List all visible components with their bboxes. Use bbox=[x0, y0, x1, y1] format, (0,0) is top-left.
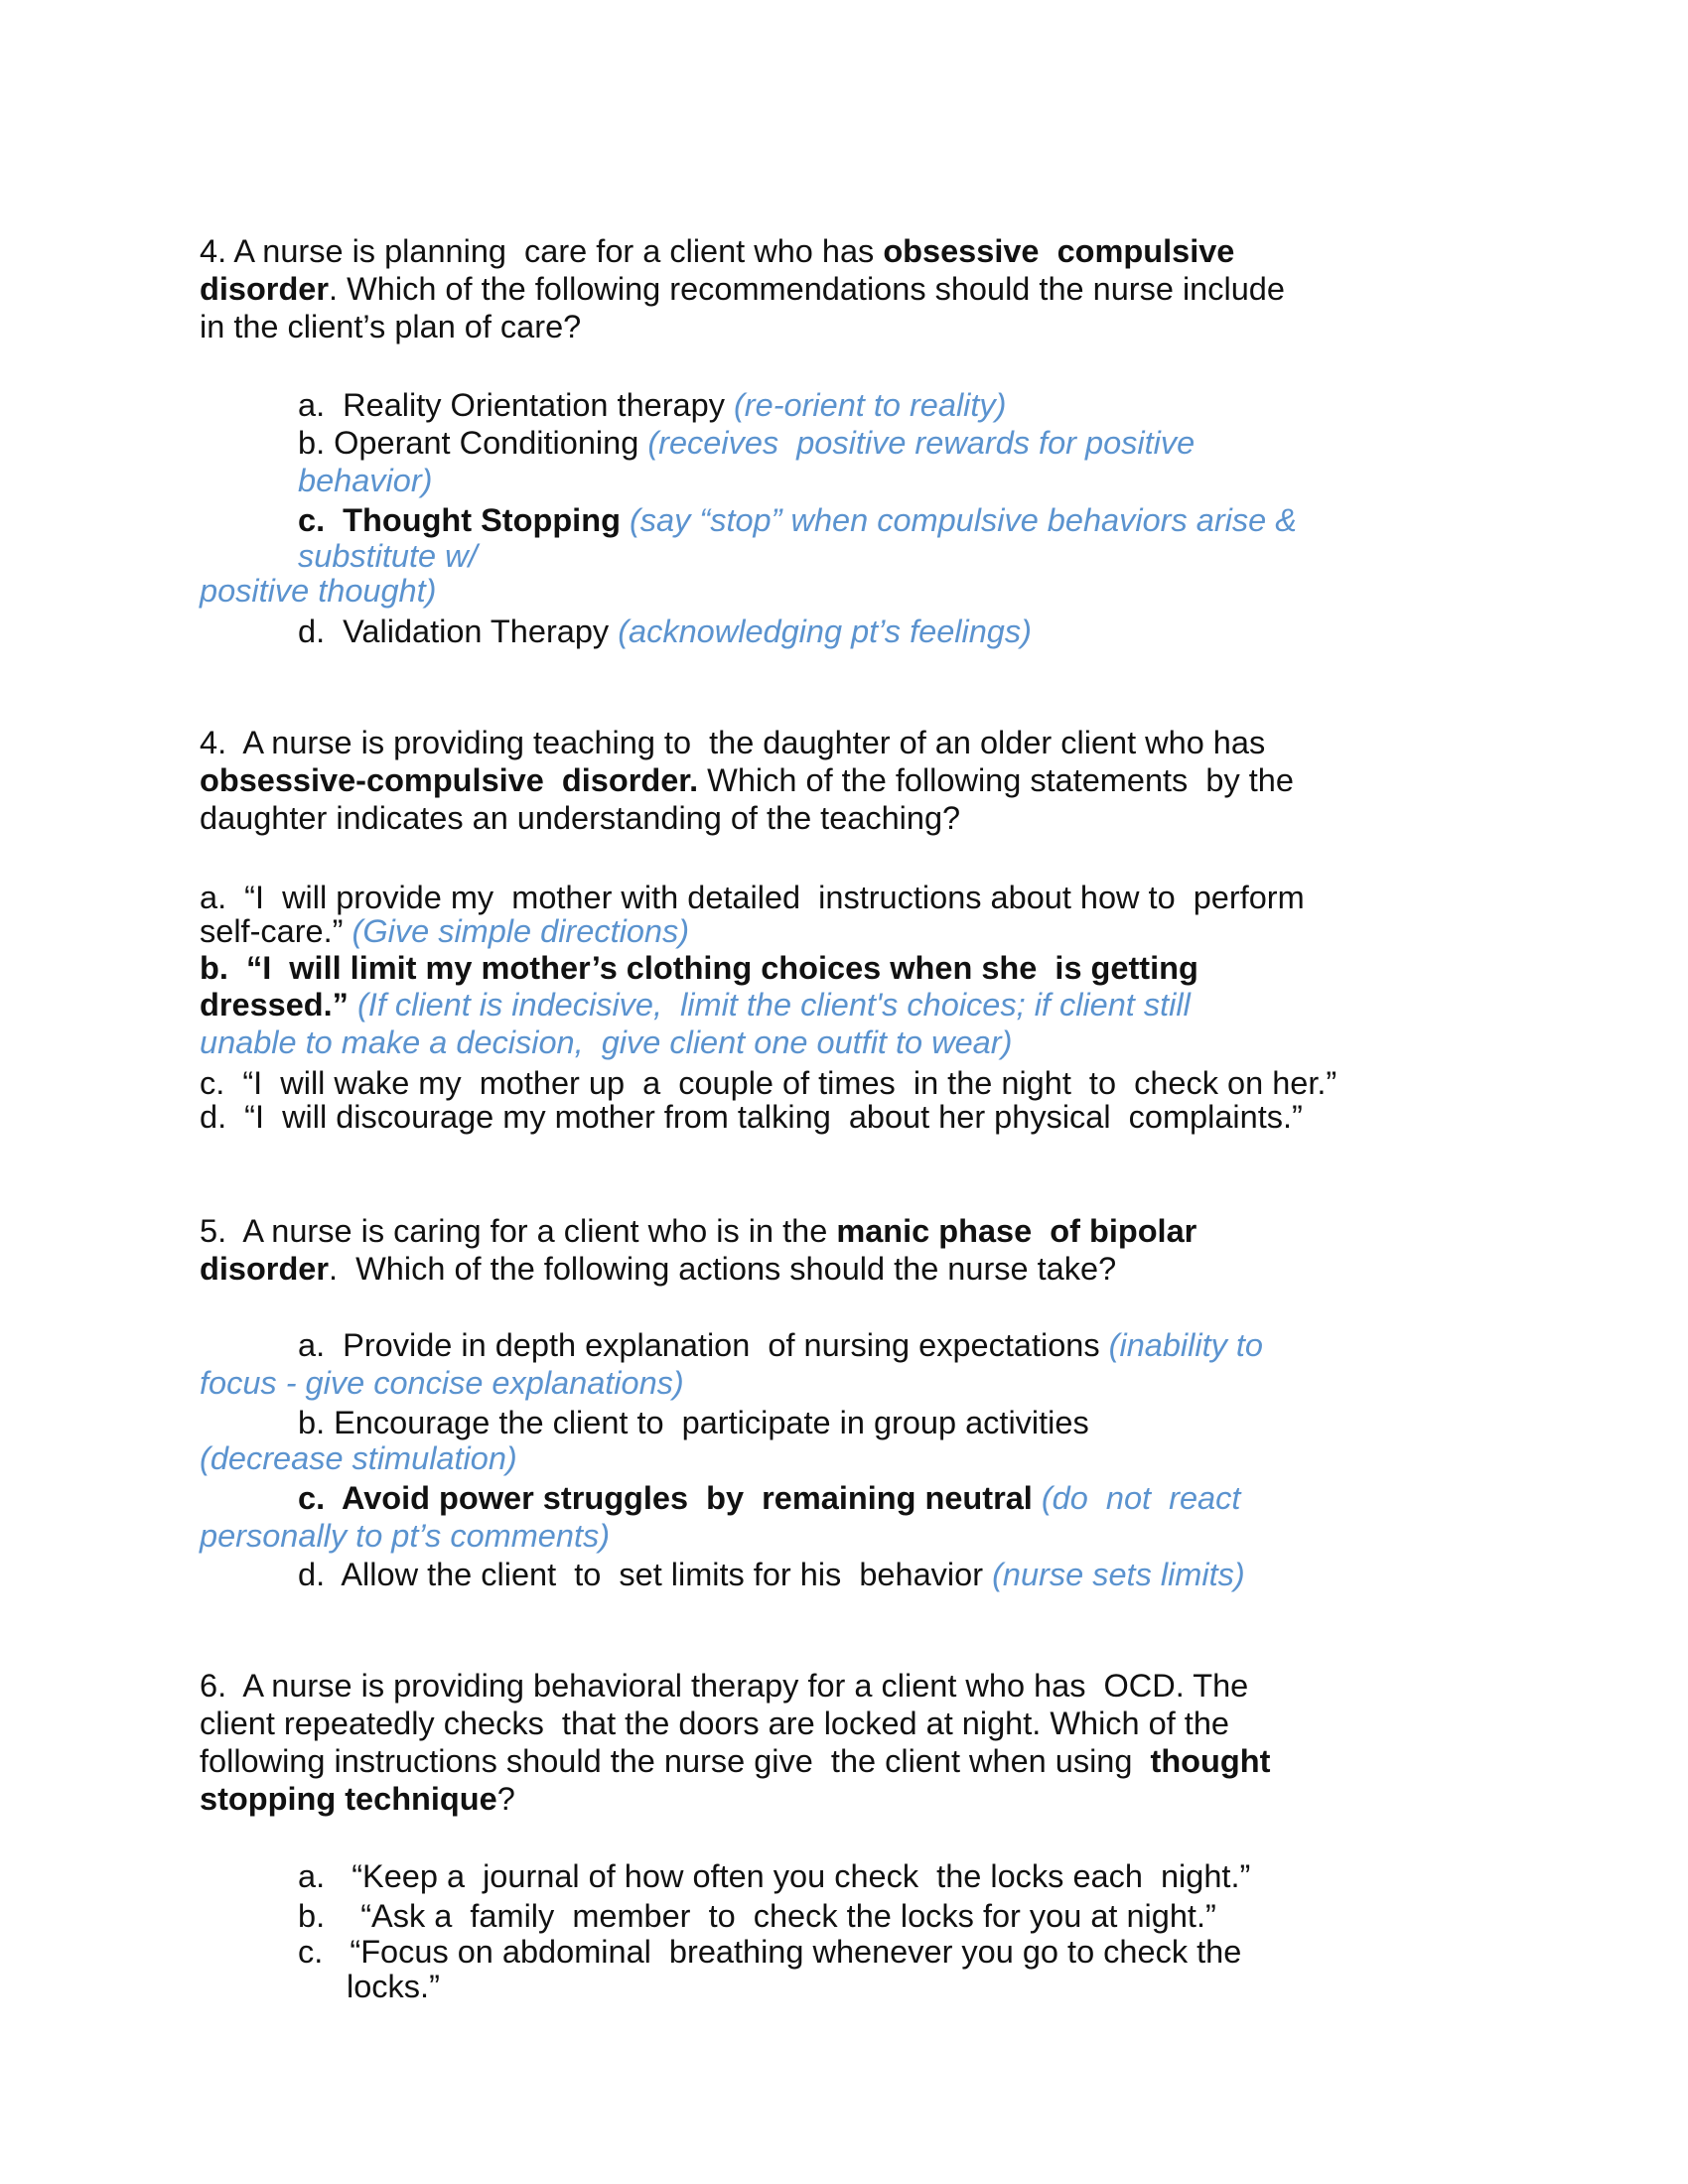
question-1-stem-line-2: disorder. Which of the following recommendations should the nurse include bbox=[200, 271, 1285, 307]
question-4-stem-line-1: 6. A nurse is providing behavioral therapy for a client who has OCD. The bbox=[200, 1668, 1249, 1704]
question-1-stem-line-3: in the client’s plan of care? bbox=[200, 309, 582, 344]
question-2-option-b-note-cont: unable to make a decision, give client one outfit to wear) bbox=[200, 1024, 1013, 1060]
question-2-option-a-cont: self-care.” (Give simple directions) bbox=[200, 913, 690, 949]
question-3-option-b: b. Encourage the client to participate in group activities bbox=[298, 1405, 1089, 1440]
question-3-option-a-note-cont: focus - give concise explanations) bbox=[200, 1365, 684, 1401]
question-1-option-d: d. Validation Therapy (acknowledging pt’s feelings) bbox=[298, 614, 1032, 649]
question-1-option-c-correct: c. Thought Stopping (say “stop” when compulsive behaviors arise & bbox=[298, 502, 1297, 538]
question-2-option-c: c. “I will wake my mother up a couple of times in the night to check on her.” bbox=[200, 1065, 1337, 1101]
question-4-option-a: a. “Keep a journal of how often you check the locks each night.” bbox=[298, 1858, 1251, 1894]
question-2-stem-line-2: obsessive-compulsive disorder. Which of the following statements by the bbox=[200, 762, 1294, 798]
question-3-option-c-correct: c. Avoid power struggles by remaining neutral (do not react bbox=[298, 1480, 1241, 1516]
question-2-stem-line-1: 4. A nurse is providing teaching to the daughter of an older client who has bbox=[200, 725, 1266, 760]
question-1-option-c-note-cont-2: positive thought) bbox=[200, 573, 437, 609]
question-1-option-c-note-cont: substitute w/ bbox=[298, 538, 478, 574]
question-2-option-d: d. “I will discourage my mother from talking about her physical complaints.” bbox=[200, 1099, 1303, 1135]
question-2-option-b-correct: b. “I will limit my mother’s clothing choices when she is getting bbox=[200, 950, 1198, 986]
question-3-option-b-note: (decrease stimulation) bbox=[200, 1440, 517, 1476]
question-3-option-c-note-cont: personally to pt’s comments) bbox=[200, 1518, 611, 1554]
question-3-stem-line-2: disorder. Which of the following actions should the nurse take? bbox=[200, 1251, 1117, 1287]
question-1-option-b: b. Operant Conditioning (receives positive rewards for positive bbox=[298, 425, 1196, 461]
question-3-option-d: d. Allow the client to set limits for his behavior (nurse sets limits) bbox=[298, 1557, 1245, 1592]
question-2-option-b-cont: dressed.” (If client is indecisive, limit the client's choices; if client still bbox=[200, 987, 1191, 1023]
question-3-option-a: a. Provide in depth explanation of nursing expectations (inability to bbox=[298, 1327, 1263, 1363]
question-4-stem-line-4: stopping technique? bbox=[200, 1781, 515, 1817]
question-4-option-c-cont: locks.” bbox=[347, 1969, 440, 2004]
question-4-stem-line-3: following instructions should the nurse give the client when using thought bbox=[200, 1743, 1271, 1779]
question-1-option-b-note-cont: behavior) bbox=[298, 463, 433, 498]
question-2-option-a: a. “I will provide my mother with detailed instructions about how to perform bbox=[200, 880, 1305, 915]
question-1-option-a: a. Reality Orientation therapy (re-orient to reality) bbox=[298, 387, 1007, 423]
question-3-stem-line-1: 5. A nurse is caring for a client who is in the manic phase of bipolar bbox=[200, 1213, 1197, 1249]
question-2-stem-line-3: daughter indicates an understanding of the teaching? bbox=[200, 800, 961, 836]
question-1-stem-line-1: 4. A nurse is planning care for a client who has obsessive compulsive bbox=[200, 233, 1235, 269]
question-4-option-b: b. “Ask a family member to check the locks for you at night.” bbox=[298, 1898, 1216, 1934]
question-4-stem-line-2: client repeatedly checks that the doors are locked at night. Which of the bbox=[200, 1706, 1229, 1741]
question-4-option-c: c. “Focus on abdominal breathing whenever you go to check the bbox=[298, 1934, 1242, 1970]
